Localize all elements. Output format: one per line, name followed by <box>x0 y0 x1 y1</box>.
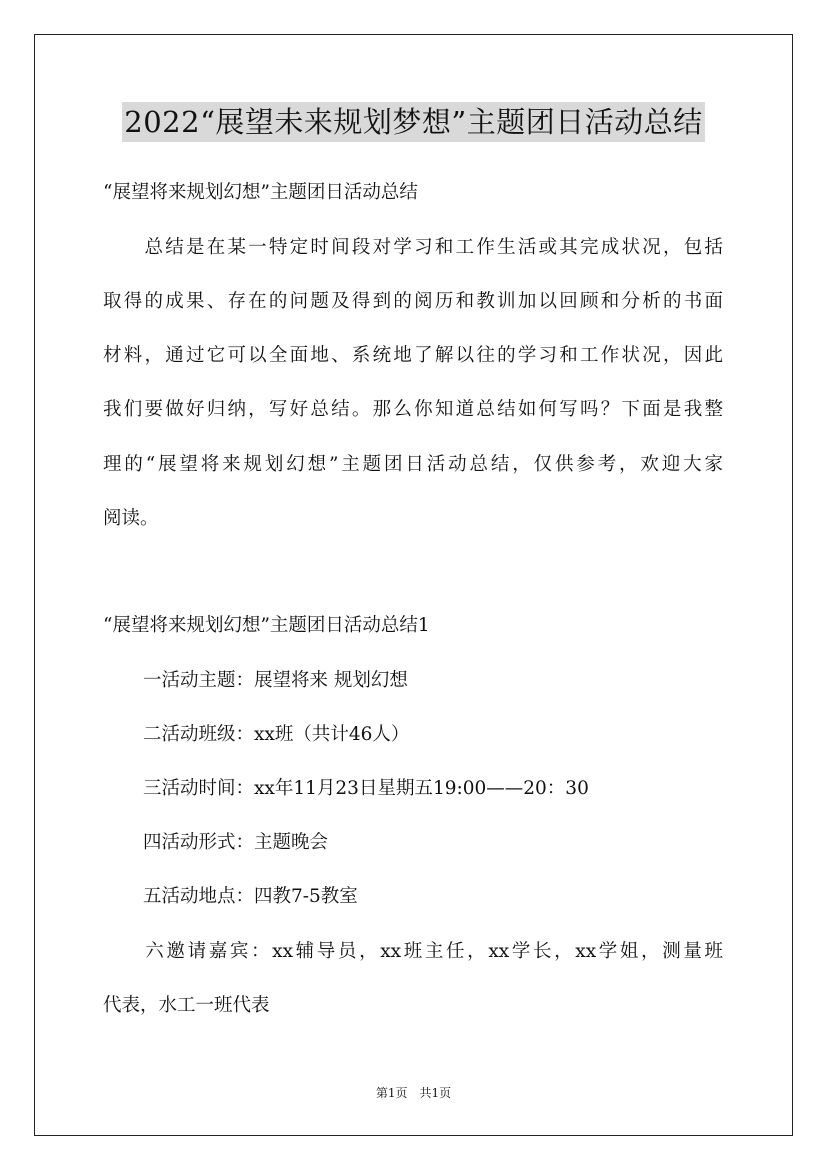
title-container <box>0 102 827 142</box>
guests-line: 代表，水工一班代表 <box>103 995 270 1016</box>
activity-item: 三活动时间：xx年11月23日星期五19:00——20：30 <box>143 778 589 799</box>
intro-line: 我们要做好归纳，写好总结。那么你知道总结如何写吗？下面是我整 <box>103 399 723 420</box>
activity-item: 四活动形式：主题晚会 <box>143 832 329 853</box>
intro-line: 理的“展望将来规划幻想”主题团日活动总结，仅供参考，欢迎大家 <box>103 454 723 475</box>
activity-item: 五活动地点：四教7-5教室 <box>143 886 358 907</box>
intro-line: 总结是在某一特定时间段对学习和工作生活或其完成状况，包括 <box>103 237 723 258</box>
page-number: 第1页 共1页 <box>375 1086 452 1100</box>
guests-line: 六邀请嘉宾：xx辅导员，xx班主任，xx学长，xx学姐，测量班 <box>103 941 723 962</box>
section-heading: “展望将来规划幻想”主题团日活动总结1 <box>103 615 430 636</box>
intro-line: 阅读。 <box>103 508 159 529</box>
intro-line: 取得的成果、存在的问题及得到的阅历和教训加以回顾和分析的书面 <box>103 291 723 312</box>
document-title: 2022“展望未来规划梦想”主题团日活动总结 <box>122 102 704 142</box>
intro-line: 材料，通过它可以全面地、系统地了解以往的学习和工作状况，因此 <box>103 345 723 366</box>
document-subtitle: “展望将来规划幻想”主题团日活动总结 <box>103 182 418 203</box>
activity-item: 一活动主题：展望将来 规划幻想 <box>143 670 408 691</box>
activity-item: 二活动班级：xx班（共计46人） <box>143 724 410 745</box>
